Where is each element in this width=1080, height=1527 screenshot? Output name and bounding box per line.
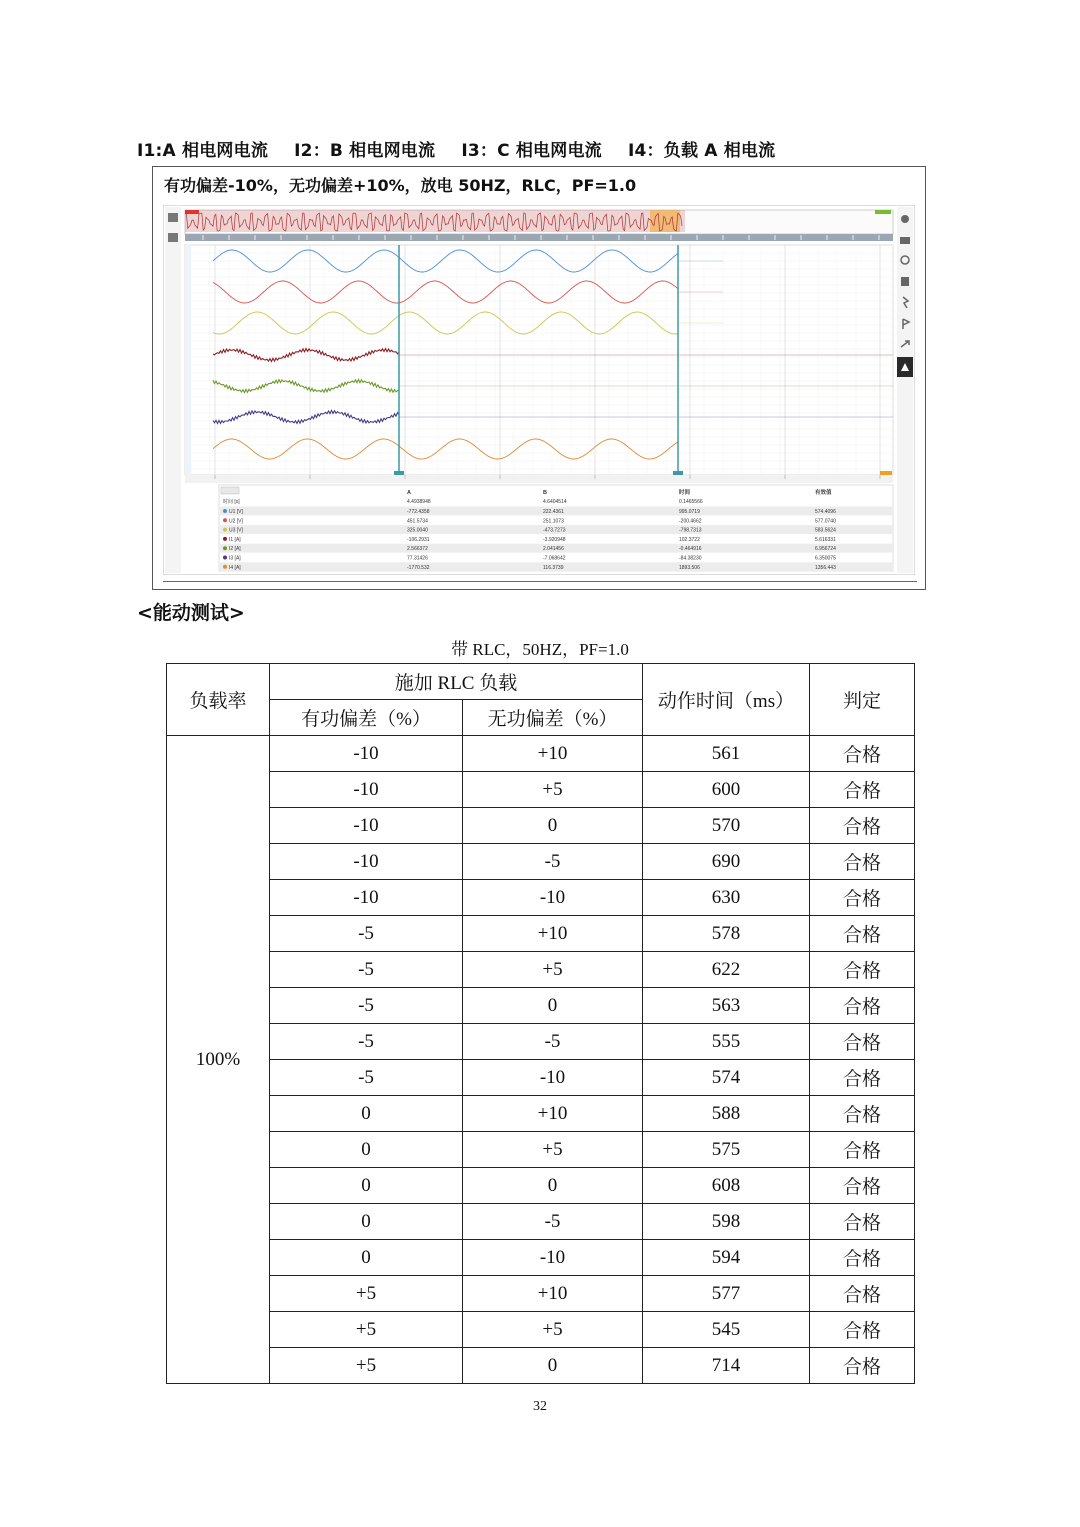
active-deviation-cell: -10 [270,772,463,808]
action-time-cell: 594 [643,1240,810,1276]
reactive-deviation-cell: 0 [463,1348,643,1384]
active-deviation-cell: -10 [270,808,463,844]
header-active-deviation: 有功偏差（%） [270,700,463,736]
action-time-cell: 622 [643,952,810,988]
action-time-cell: 577 [643,1276,810,1312]
channel-color-dot [223,518,227,522]
cursor-table-value: 583.5624 [815,527,836,534]
right-toolbar [897,207,913,573]
verdict-cell: 合格 [810,1240,915,1276]
active-deviation-cell: 0 [270,1240,463,1276]
verdict-cell: 合格 [810,1132,915,1168]
oscilloscope-screenshot [163,205,915,575]
table-row [167,772,915,808]
verdict-cell: 合格 [810,1096,915,1132]
list-icon [900,237,910,244]
active-deviation-cell: 0 [270,1132,463,1168]
table-row [167,1096,915,1132]
cursor-table-value: 451.5734 [407,518,428,525]
left-toolbar [165,207,181,573]
active-deviation-cell: +5 [270,1348,463,1384]
table-row [167,880,915,916]
table-row [167,1240,915,1276]
cursor-table-value: 325.0040 [407,527,428,534]
legend-i4: I4：负载 A 相电流 [628,141,776,161]
cursor-table-value: 2.566372 [407,546,428,553]
cursor-table-value: 1893.506 [679,564,700,571]
reactive-deviation-cell: -5 [463,1204,643,1240]
channel-color-dot [223,528,227,532]
header-load-rate: 负载率 [167,664,270,736]
reactive-deviation-cell: -10 [463,1060,643,1096]
cursor-table-value: 251.1073 [543,518,564,525]
cursor-table-value: 116.3739 [543,564,564,571]
magnifier-button [221,487,239,494]
table-caption: 带 RLC，50HZ，PF=1.0 [451,640,629,659]
table-row [167,1060,915,1096]
cursor-table-value: -84.38230 [679,555,702,562]
reactive-deviation-cell: +10 [463,1096,643,1132]
cursor-table-value: 577.0740 [815,518,836,525]
cursor-table-header: 时间 [679,490,691,496]
cursor-table-header: 有效值 [815,490,832,496]
cursor-table-value: 2.041456 [543,546,564,553]
channel-color-dot [223,565,227,569]
legend-i3: I3：C 相电网电流 [461,141,602,161]
channel-legend [137,136,795,161]
action-time-cell: 570 [643,808,810,844]
cursor-table-value: -473.7273 [543,527,566,534]
cursor-table-value: 102.3722 [679,536,700,543]
channel-color-dot [223,537,227,541]
verdict-cell: 合格 [810,952,915,988]
cursor-table-channel: U1 [V] [229,509,243,515]
print-icon [168,233,178,242]
cursor-table-channel: U3 [V] [229,527,243,534]
cursor-table-channel: I1 [A] [229,536,241,543]
overview-status-badge [875,210,891,214]
active-deviation-cell: -5 [270,988,463,1024]
cursor-table-value: -0.464916 [679,546,702,553]
action-time-cell: 600 [643,772,810,808]
section-title: <能动测试> [137,602,245,624]
active-deviation-cell: 0 [270,1204,463,1240]
reactive-deviation-cell: +5 [463,772,643,808]
table-row [167,988,915,1024]
action-time-cell: 563 [643,988,810,1024]
cursor-table-time-value: 0.1465566 [679,499,703,505]
overview-rec-badge [185,210,199,214]
table-row [167,1312,915,1348]
action-time-cell: 575 [643,1132,810,1168]
action-time-cell: 598 [643,1204,810,1240]
table-row [167,1168,915,1204]
plot-area [185,245,893,475]
action-time-cell: 608 [643,1168,810,1204]
active-deviation-cell: +5 [270,1276,463,1312]
figure-separator [163,581,917,582]
gear-icon [901,215,909,223]
reactive-deviation-cell: 0 [463,1168,643,1204]
reactive-deviation-cell: -10 [463,880,643,916]
cursor-table-time-value: 4.4938948 [407,499,431,505]
active-deviation-cell: -5 [270,952,463,988]
cursor-table-time-label: 时间 [s] [223,499,240,505]
table-row [167,1276,915,1312]
report-icon [901,277,909,286]
action-time-cell: 690 [643,844,810,880]
cursor-table-value: -3.920948 [543,536,566,543]
table-row [167,1024,915,1060]
cursor-table-value: -106.2931 [407,536,430,543]
cursor-table-value: -200.4662 [679,518,702,525]
oscilloscope-figure [152,166,926,590]
active-deviation-cell: -10 [270,736,463,772]
action-time-cell: 630 [643,880,810,916]
cursor-table-channel: I2 [A] [229,546,241,553]
active-deviation-cell: -5 [270,1024,463,1060]
header-rlc-group: 施加 RLC 负载 [270,664,643,700]
active-deviation-cell: 0 [270,1096,463,1132]
reactive-deviation-cell: +5 [463,1312,643,1348]
legend-i2: I2：B 相电网电流 [294,141,436,161]
verdict-cell: 合格 [810,1168,915,1204]
cursor-table-value: 5.616331 [815,536,836,543]
reactive-deviation-cell: +10 [463,916,643,952]
cursor-table-time-value: 4.6404514 [543,499,567,505]
reactive-deviation-cell: +5 [463,952,643,988]
cursor-table-value: -772.4358 [407,509,430,515]
legend-i1: I1:A 相电网电流 [137,141,269,161]
reactive-deviation-cell: +10 [463,1276,643,1312]
table-row [167,808,915,844]
overview-time-axis [185,234,893,241]
verdict-cell: 合格 [810,1276,915,1312]
cursor-table-value: 1356.443 [815,564,836,571]
verdict-cell: 合格 [810,916,915,952]
page-number: 32 [533,1399,547,1414]
action-time-cell: 578 [643,916,810,952]
cursor-table-value: 995.0719 [679,509,700,515]
cursor-table-channel: I4 [A] [229,564,241,571]
cursor-table-value: -798.7313 [679,527,702,534]
reactive-deviation-cell: -5 [463,1024,643,1060]
table-row [167,1348,915,1384]
verdict-cell: 合格 [810,1312,915,1348]
reactive-deviation-cell: +10 [463,736,643,772]
copy-icon [168,213,178,222]
verdict-cell: 合格 [810,736,915,772]
reactive-deviation-cell: -10 [463,1240,643,1276]
load-rate-value: 100% [167,736,270,1384]
channel-color-dot [223,556,227,560]
verdict-cell: 合格 [810,1060,915,1096]
active-deviation-cell: -5 [270,1060,463,1096]
overview-selection [185,210,685,232]
reactive-deviation-cell: 0 [463,808,643,844]
plot-time-axis [185,475,893,483]
table-row [167,1204,915,1240]
cursor-table-header: B [543,490,547,496]
action-time-cell: 555 [643,1024,810,1060]
active-deviation-cell: -5 [270,916,463,952]
cursor-table-channel: I3 [A] [229,555,241,562]
table-row [167,952,915,988]
active-deviation-cell: -10 [270,880,463,916]
cursor-table-value: 222.4361 [543,509,564,515]
channel-color-dot [223,509,227,513]
header-verdict: 判定 [810,664,915,736]
action-time-cell: 545 [643,1312,810,1348]
cursor-table-channel: U2 [V] [229,518,243,525]
action-time-cell: 714 [643,1348,810,1384]
reactive-deviation-cell: +5 [463,1132,643,1168]
action-time-cell: 588 [643,1096,810,1132]
verdict-cell: 合格 [810,1024,915,1060]
verdict-cell: 合格 [810,772,915,808]
active-deviation-cell: +5 [270,1312,463,1348]
channel-color-dot [223,546,227,550]
action-time-cell: 561 [643,736,810,772]
active-deviation-cell: 0 [270,1168,463,1204]
reactive-deviation-cell: -5 [463,844,643,880]
table-row [167,916,915,952]
verdict-cell: 合格 [810,880,915,916]
cursor-table-value: 77.31426 [407,555,428,562]
cursor-table-value: 574.4096 [815,509,836,515]
cursor-table-header: A [407,490,411,496]
verdict-cell: 合格 [810,1348,915,1384]
test-results-table [166,663,915,1384]
active-deviation-cell: -10 [270,844,463,880]
cursor-table-value: -1770.532 [407,564,430,571]
cursor-table-value: 6.350075 [815,555,836,562]
verdict-cell: 合格 [810,988,915,1024]
header-action-time: 动作时间（ms） [643,664,810,736]
header-reactive-deviation: 无功偏差（%） [463,700,643,736]
verdict-cell: 合格 [810,808,915,844]
channel-label-strip [185,245,191,475]
cursor-table-value: -7.068642 [543,555,566,562]
table-row [167,736,915,772]
figure-caption: 有功偏差-10%，无功偏差+10%，放电 50HZ，RLC，PF=1.0 [164,176,637,195]
reactive-deviation-cell: 0 [463,988,643,1024]
table-header-row [167,664,915,700]
table-row [167,1132,915,1168]
action-time-cell: 574 [643,1060,810,1096]
verdict-cell: 合格 [810,844,915,880]
cursor-table-value: 6.956724 [815,546,836,553]
table-row [167,844,915,880]
verdict-cell: 合格 [810,1204,915,1240]
